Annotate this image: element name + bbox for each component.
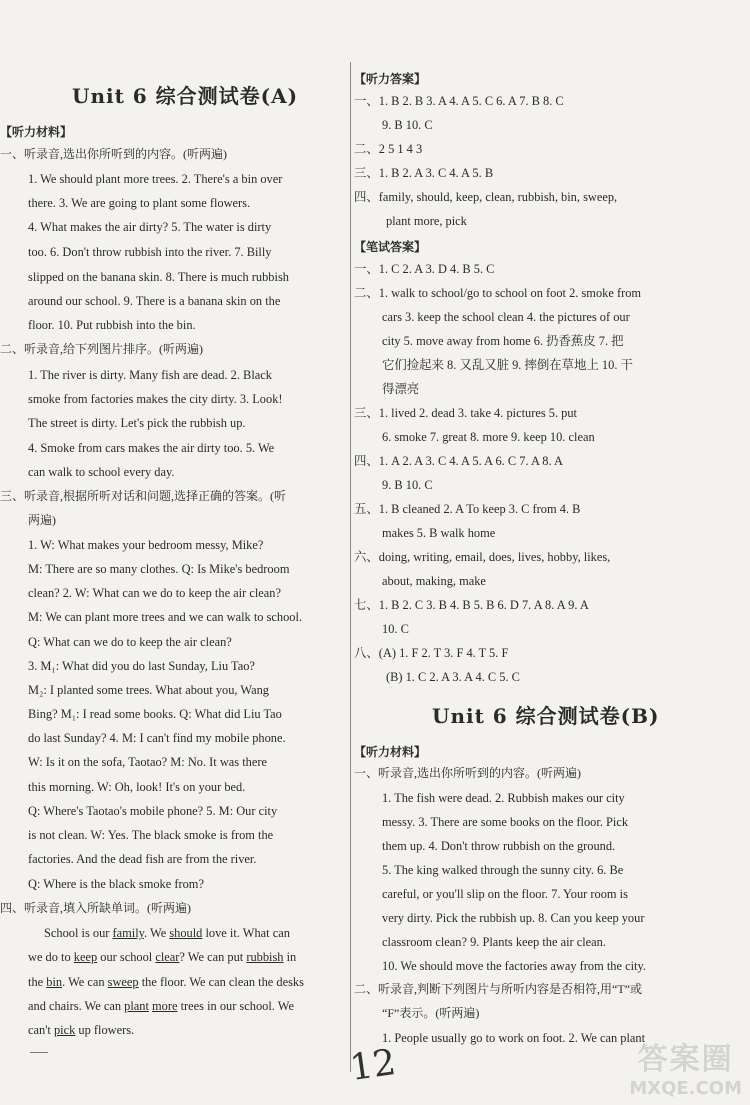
section-3-heading-cont: 两遍)	[28, 513, 56, 527]
s4-text: we do to	[28, 950, 74, 964]
wa-line: 二、1. walk to school/go to school on foot 2. smoke from	[354, 286, 642, 300]
wa-line: 得漂亮	[382, 382, 420, 396]
s3-line: 3. M₁: What did you do last Sunday, Liu Tao?	[28, 659, 255, 673]
s3-line: factories. And the dead fish are from the river.	[28, 852, 257, 866]
s4-answer: family	[112, 926, 145, 940]
b1-line: 10. We should move the factories away from the city.	[382, 959, 646, 973]
s4-text: in	[283, 950, 297, 964]
s4-answer: clear	[155, 950, 180, 964]
b1-line: 5. The king walked through the sunny city. 6. Be	[382, 863, 624, 877]
s4-line	[28, 1023, 134, 1037]
s4-answer: pick	[53, 1023, 76, 1037]
wa-line: 五、1. B cleaned 2. A To keep 3. C from 4. B	[354, 502, 581, 516]
wa-line: city 5. move away from home 6. 扔香蕉皮 7. 把	[382, 334, 624, 348]
s4-text: and chairs. We can	[28, 999, 125, 1013]
s4-line	[44, 926, 290, 940]
s3-line: clean? 2. W: What can we do to keep the air clean?	[28, 586, 281, 600]
unit-6-test-a-title: Unit 6 综合测试卷(A)	[72, 84, 299, 108]
s4-line	[28, 975, 304, 989]
s2-line: The street is dirty. Let's pick the rubbish up.	[28, 416, 246, 430]
s4-text: love it. What can	[202, 926, 290, 940]
wa-line: 一、1. C 2. A 3. D 4. B 5. C	[354, 262, 495, 276]
la-line: 三、1. B 2. A 3. C 4. A 5. B	[354, 166, 494, 180]
wa-line: (B) 1. C 2. A 3. A 4. C 5. C	[386, 670, 520, 684]
wa-line: cars 3. keep the school clean 4. the pictures of our	[382, 310, 630, 324]
la-line: plant more, pick	[386, 214, 467, 228]
watermark-logo: 答案圈	[637, 1042, 734, 1077]
s3-line: Bing? M₁: I read some books. Q: What did Liu Tao	[28, 707, 282, 721]
s4-line	[28, 950, 296, 964]
s4-text: up flowers.	[75, 1023, 135, 1037]
wa-line: 三、1. lived 2. dead 3. take 4. pictures 5. put	[354, 406, 577, 420]
watermark	[629, 1034, 742, 1099]
s4-text: School is our	[44, 926, 113, 940]
column-divider	[350, 62, 351, 1072]
s1-line: there. 3. We are going to plant some flowers.	[28, 196, 251, 210]
wa-line: 六、doing, writing, email, does, lives, hobby, likes,	[354, 550, 611, 564]
s2-line: smoke from factories makes the city dirty. 3. Look!	[28, 392, 283, 406]
s3-line: this morning. W: Oh, look! It's on your bed.	[28, 780, 246, 794]
b-section-2-heading-cont: “F”表示。(听两遍)	[382, 1006, 480, 1020]
s3-line: 1. W: What makes your bedroom messy, Mike?	[28, 538, 264, 552]
s1-line: around our school. 9. There is a banana skin on the	[28, 294, 281, 308]
s3-line: M: We can plant more trees and we can walk to school.	[28, 610, 303, 624]
s4-text: trees in our school. We	[177, 999, 294, 1013]
s2-line: 4. Smoke from cars makes the air dirty too. 5. We	[28, 441, 275, 455]
s3-line: is not clean. W: Yes. The black smoke is from the	[28, 828, 274, 842]
b2-line: 1. People usually go to work on foot. 2. We can plant	[382, 1031, 646, 1045]
la-line: 9. B 10. C	[382, 118, 433, 132]
b-section-1-heading: 一、听录音,选出你所听到的内容。(听两遍)	[354, 766, 581, 780]
b-section-2-heading: 二、听录音,判断下列图片与所听内容是否相符,用“T”或	[354, 982, 642, 996]
s1-line: 4. What makes the air dirty? 5. The water is dirty	[28, 220, 272, 234]
la-line: 一、1. B 2. B 3. A 4. A 5. C 6. A 7. B 8. C	[354, 94, 564, 108]
s4-line	[28, 999, 294, 1013]
s1-line: floor. 10. Put rubbish into the bin.	[28, 318, 196, 332]
wa-line: 它们捡起来 8. 又乱又脏 9. 摔倒在草地上 10. 干	[382, 358, 633, 372]
b1-line: careful, or you'll slip on the floor. 7. Your room is	[382, 887, 628, 901]
s4-text: ? We can put	[179, 950, 247, 964]
s3-line: do last Sunday? 4. M: I can't find my mobile phone.	[28, 731, 286, 745]
section-1-heading: 一、听录音,选出你所听到的内容。(听两遍)	[0, 147, 227, 161]
wa-line: about, making, make	[382, 574, 486, 588]
la-line: 四、family, should, keep, clean, rubbish, bin, sweep,	[354, 190, 618, 204]
s3-line: M₂: I planted some trees. What about you, Wang	[28, 683, 269, 697]
s4-answer: sweep	[107, 975, 139, 989]
wa-line: 七、1. B 2. C 3. B 4. B 5. B 6. D 7. A 8. A 9. A	[354, 598, 589, 612]
s3-line: W: Is it on the sofa, Taotao? M: No. It was there	[28, 755, 267, 769]
section-2-heading: 二、听录音,给下列图片排序。(听两遍)	[0, 342, 203, 356]
s4-text: the	[28, 975, 47, 989]
wa-line: 八、(A) 1. F 2. T 3. F 4. T 5. F	[354, 646, 509, 660]
s3-line: Q: Where is the black smoke from?	[28, 877, 204, 891]
s4-answer: rubbish	[246, 950, 284, 964]
la-line: 二、2 5 1 4 3	[354, 142, 423, 156]
s4-answer: more	[152, 999, 178, 1013]
s1-line: 1. We should plant more trees. 2. There's a bin over	[28, 172, 283, 186]
b1-line: very dirty. Pick the rubbish up. 8. Can you keep your	[382, 911, 645, 925]
b1-line: 1. The fish were dead. 2. Rubbish makes our city	[382, 791, 625, 805]
s4-text: our school	[97, 950, 156, 964]
s4-text: can't	[28, 1023, 54, 1037]
wa-line: 四、1. A 2. A 3. C 4. A 5. A 6. C 7. A 8. A	[354, 454, 563, 468]
s4-answer: bin	[46, 975, 63, 989]
unit-6-test-b-title: Unit 6 综合测试卷(B)	[432, 704, 660, 728]
b1-line: messy. 3. There are some books on the floor. Pick	[382, 815, 629, 829]
s4-text: the floor. We can clean the desks	[138, 975, 304, 989]
s3-line: Q: What can we do to keep the air clean?	[28, 635, 232, 649]
written-answers-tag: 【笔试答案】	[354, 240, 427, 254]
section-3-heading: 三、听录音,根据所听对话和问题,选择正确的答案。(听	[0, 489, 286, 503]
s1-line: slipped on the banana skin. 8. There is much rubbish	[28, 270, 289, 284]
s2-line: 1. The river is dirty. Many fish are dead. 2. Black	[28, 368, 272, 382]
wa-line: 9. B 10. C	[382, 478, 433, 492]
s4-answer: keep	[73, 950, 98, 964]
page-number: 12	[347, 1042, 399, 1089]
section-4-heading: 四、听录音,填入所缺单词。(听两遍)	[0, 901, 191, 915]
b1-line: them up. 4. Don't throw rubbish on the ground.	[382, 839, 616, 853]
s3-line: M: There are so many clothes. Q: Is Mike's bedroom	[28, 562, 290, 576]
s4-answer: should	[169, 926, 203, 940]
watermark-url: MXQE.COM	[629, 1078, 742, 1099]
s4-answer: plant	[124, 999, 149, 1013]
s1-line: too. 6. Don't throw rubbish into the river. 7. Billy	[28, 245, 272, 259]
listening-material-tag: 【听力材料】	[0, 125, 73, 139]
listening-answers-tag: 【听力答案】	[354, 72, 427, 86]
s4-text: . We	[144, 926, 170, 940]
s3-line: Q: Where's Taotao's mobile phone? 5. M: Our city	[28, 804, 278, 818]
wa-line: makes 5. B walk home	[382, 526, 496, 540]
s2-line: can walk to school every day.	[28, 465, 175, 479]
b1-line: classroom clean? 9. Plants keep the air clean.	[382, 935, 606, 949]
margin-mark	[30, 1052, 48, 1053]
listening-material-b-tag: 【听力材料】	[354, 745, 427, 759]
wa-line: 10. C	[382, 622, 409, 636]
s4-text: . We can	[62, 975, 108, 989]
wa-line: 6. smoke 7. great 8. more 9. keep 10. clean	[382, 430, 595, 444]
